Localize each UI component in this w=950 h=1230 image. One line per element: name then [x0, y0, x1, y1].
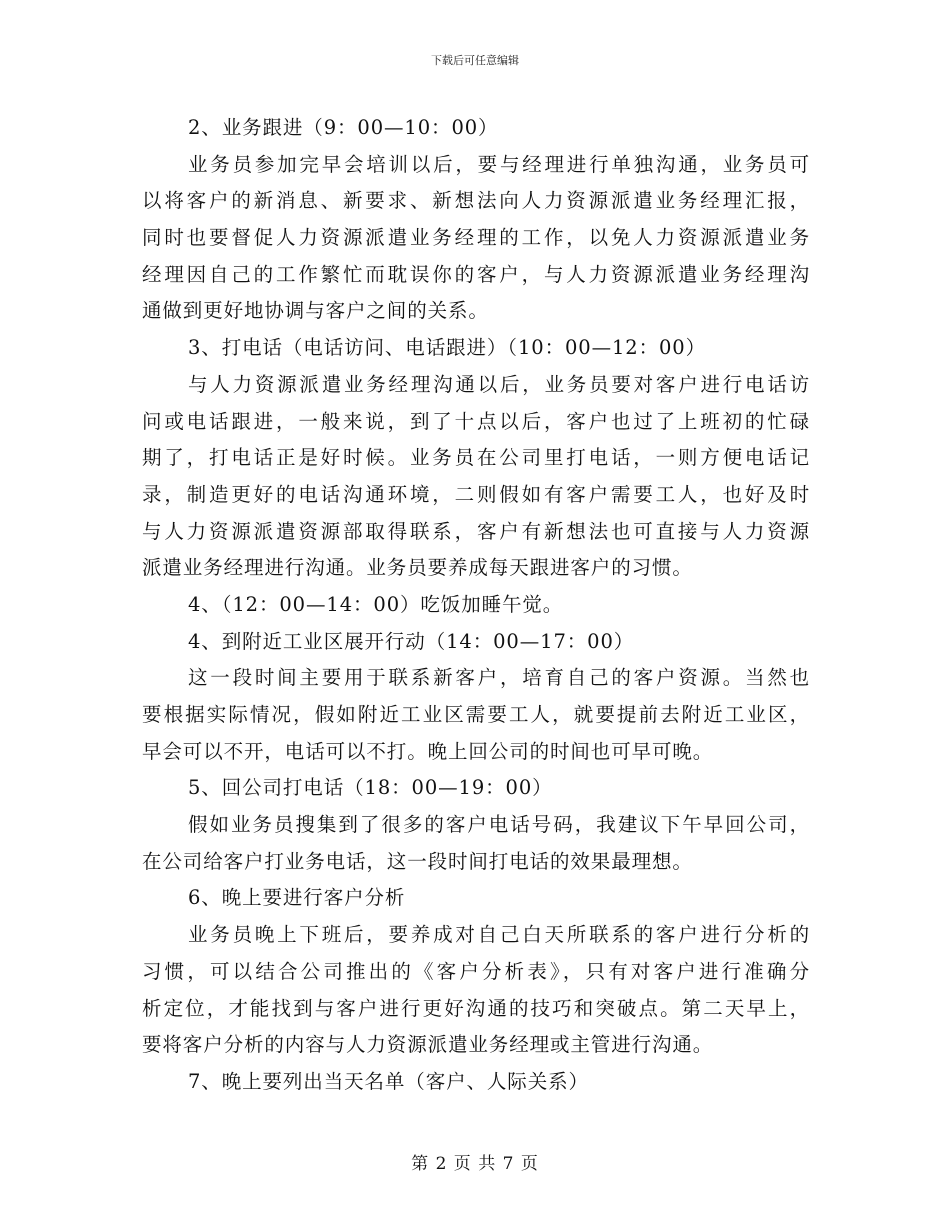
section-heading: 4、到附近工业区展开行动（14：00—17：00） — [188, 629, 635, 653]
page-number-footer: 第 2 页 共 7 页 — [411, 1154, 539, 1174]
section-heading: 2、业务跟进（9：00—10：00） — [188, 116, 499, 139]
paragraph-line: 要将客户分析的内容与人力资源派遣业务经理或主管进行沟通。 — [142, 1033, 714, 1057]
paragraph-line: 业务员晚上下班后，要养成对自己白天所联系的客户进行分析的 — [188, 923, 810, 947]
paragraph-line: 早会可以不开，电话可以不打。晚上回公司的时间也可早可晚。 — [142, 739, 714, 763]
paragraph-line: 与人力资源派遣业务经理沟通以后，业务员要对客户进行电话访 — [188, 372, 810, 396]
paragraph-line: 经理因自己的工作繁忙而耽误你的客户，与人力资源派遣业务经理沟 — [142, 262, 810, 286]
paragraph-line: 与人力资源派遣资源部取得联系，客户有新想法也可直接与人力资源 — [142, 519, 810, 543]
paragraph-line: 以将客户的新消息、新要求、新想法向人力资源派遣业务经理汇报， — [142, 189, 810, 213]
page-header: 下载后可任意编辑 — [431, 54, 519, 67]
paragraph-line: 录，制造更好的电话沟通环境，二则假如有客户需要工人，也好及时 — [142, 482, 810, 506]
paragraph-line: 假如业务员搜集到了很多的客户电话号码，我建议下午早回公司， — [188, 813, 810, 837]
section-heading: 7、晚上要列出当天名单（客户、人际关系） — [188, 1069, 589, 1093]
section-heading: 4、（12：00—14：00）吃饭加睡午觉。 — [188, 592, 564, 616]
paragraph-line: 习惯，可以结合公司推出的《客户分析表》，只有对客户进行准确分 — [142, 959, 810, 983]
paragraph-line: 析定位，才能找到与客户进行更好沟通的技巧和突破点。第二天早上， — [142, 996, 810, 1020]
paragraph-line: 在公司给客户打业务电话，这一段时间打电话的效果最理想。 — [142, 849, 693, 873]
paragraph-line: 业务员参加完早会培训以后，要与经理进行单独沟通，业务员可 — [188, 152, 810, 176]
paragraph-line: 通做到更好地协调与客户之间的关系。 — [142, 299, 489, 323]
section-heading: 3、打电话（电话访问、电话跟进）（10：00—12：00） — [188, 336, 707, 360]
section-heading: 6、晚上要进行客户分析 — [188, 886, 406, 910]
paragraph-line: 这一段时间主要用于联系新客户，培育自己的客户资源。当然也 — [188, 666, 810, 690]
paragraph-line: 要根据实际情况，假如附近工业区需要工人，就要提前去附近工业区， — [142, 703, 810, 726]
paragraph-line: 同时也要督促人力资源派遣业务经理的工作，以免人力资源派遣业务 — [142, 226, 810, 250]
paragraph-line: 期了，打电话正是好时候。业务员在公司里打电话，一则方便电话记 — [142, 446, 810, 470]
paragraph-line: 问或电话跟进，一般来说，到了十点以后，客户也过了上班初的忙碌 — [142, 409, 810, 433]
section-heading: 5、回公司打电话（18：00—19：00） — [188, 776, 553, 800]
document-body — [142, 110, 810, 1101]
paragraph-line: 派遣业务经理进行沟通。业务员要养成每天跟进客户的习惯。 — [142, 556, 693, 580]
